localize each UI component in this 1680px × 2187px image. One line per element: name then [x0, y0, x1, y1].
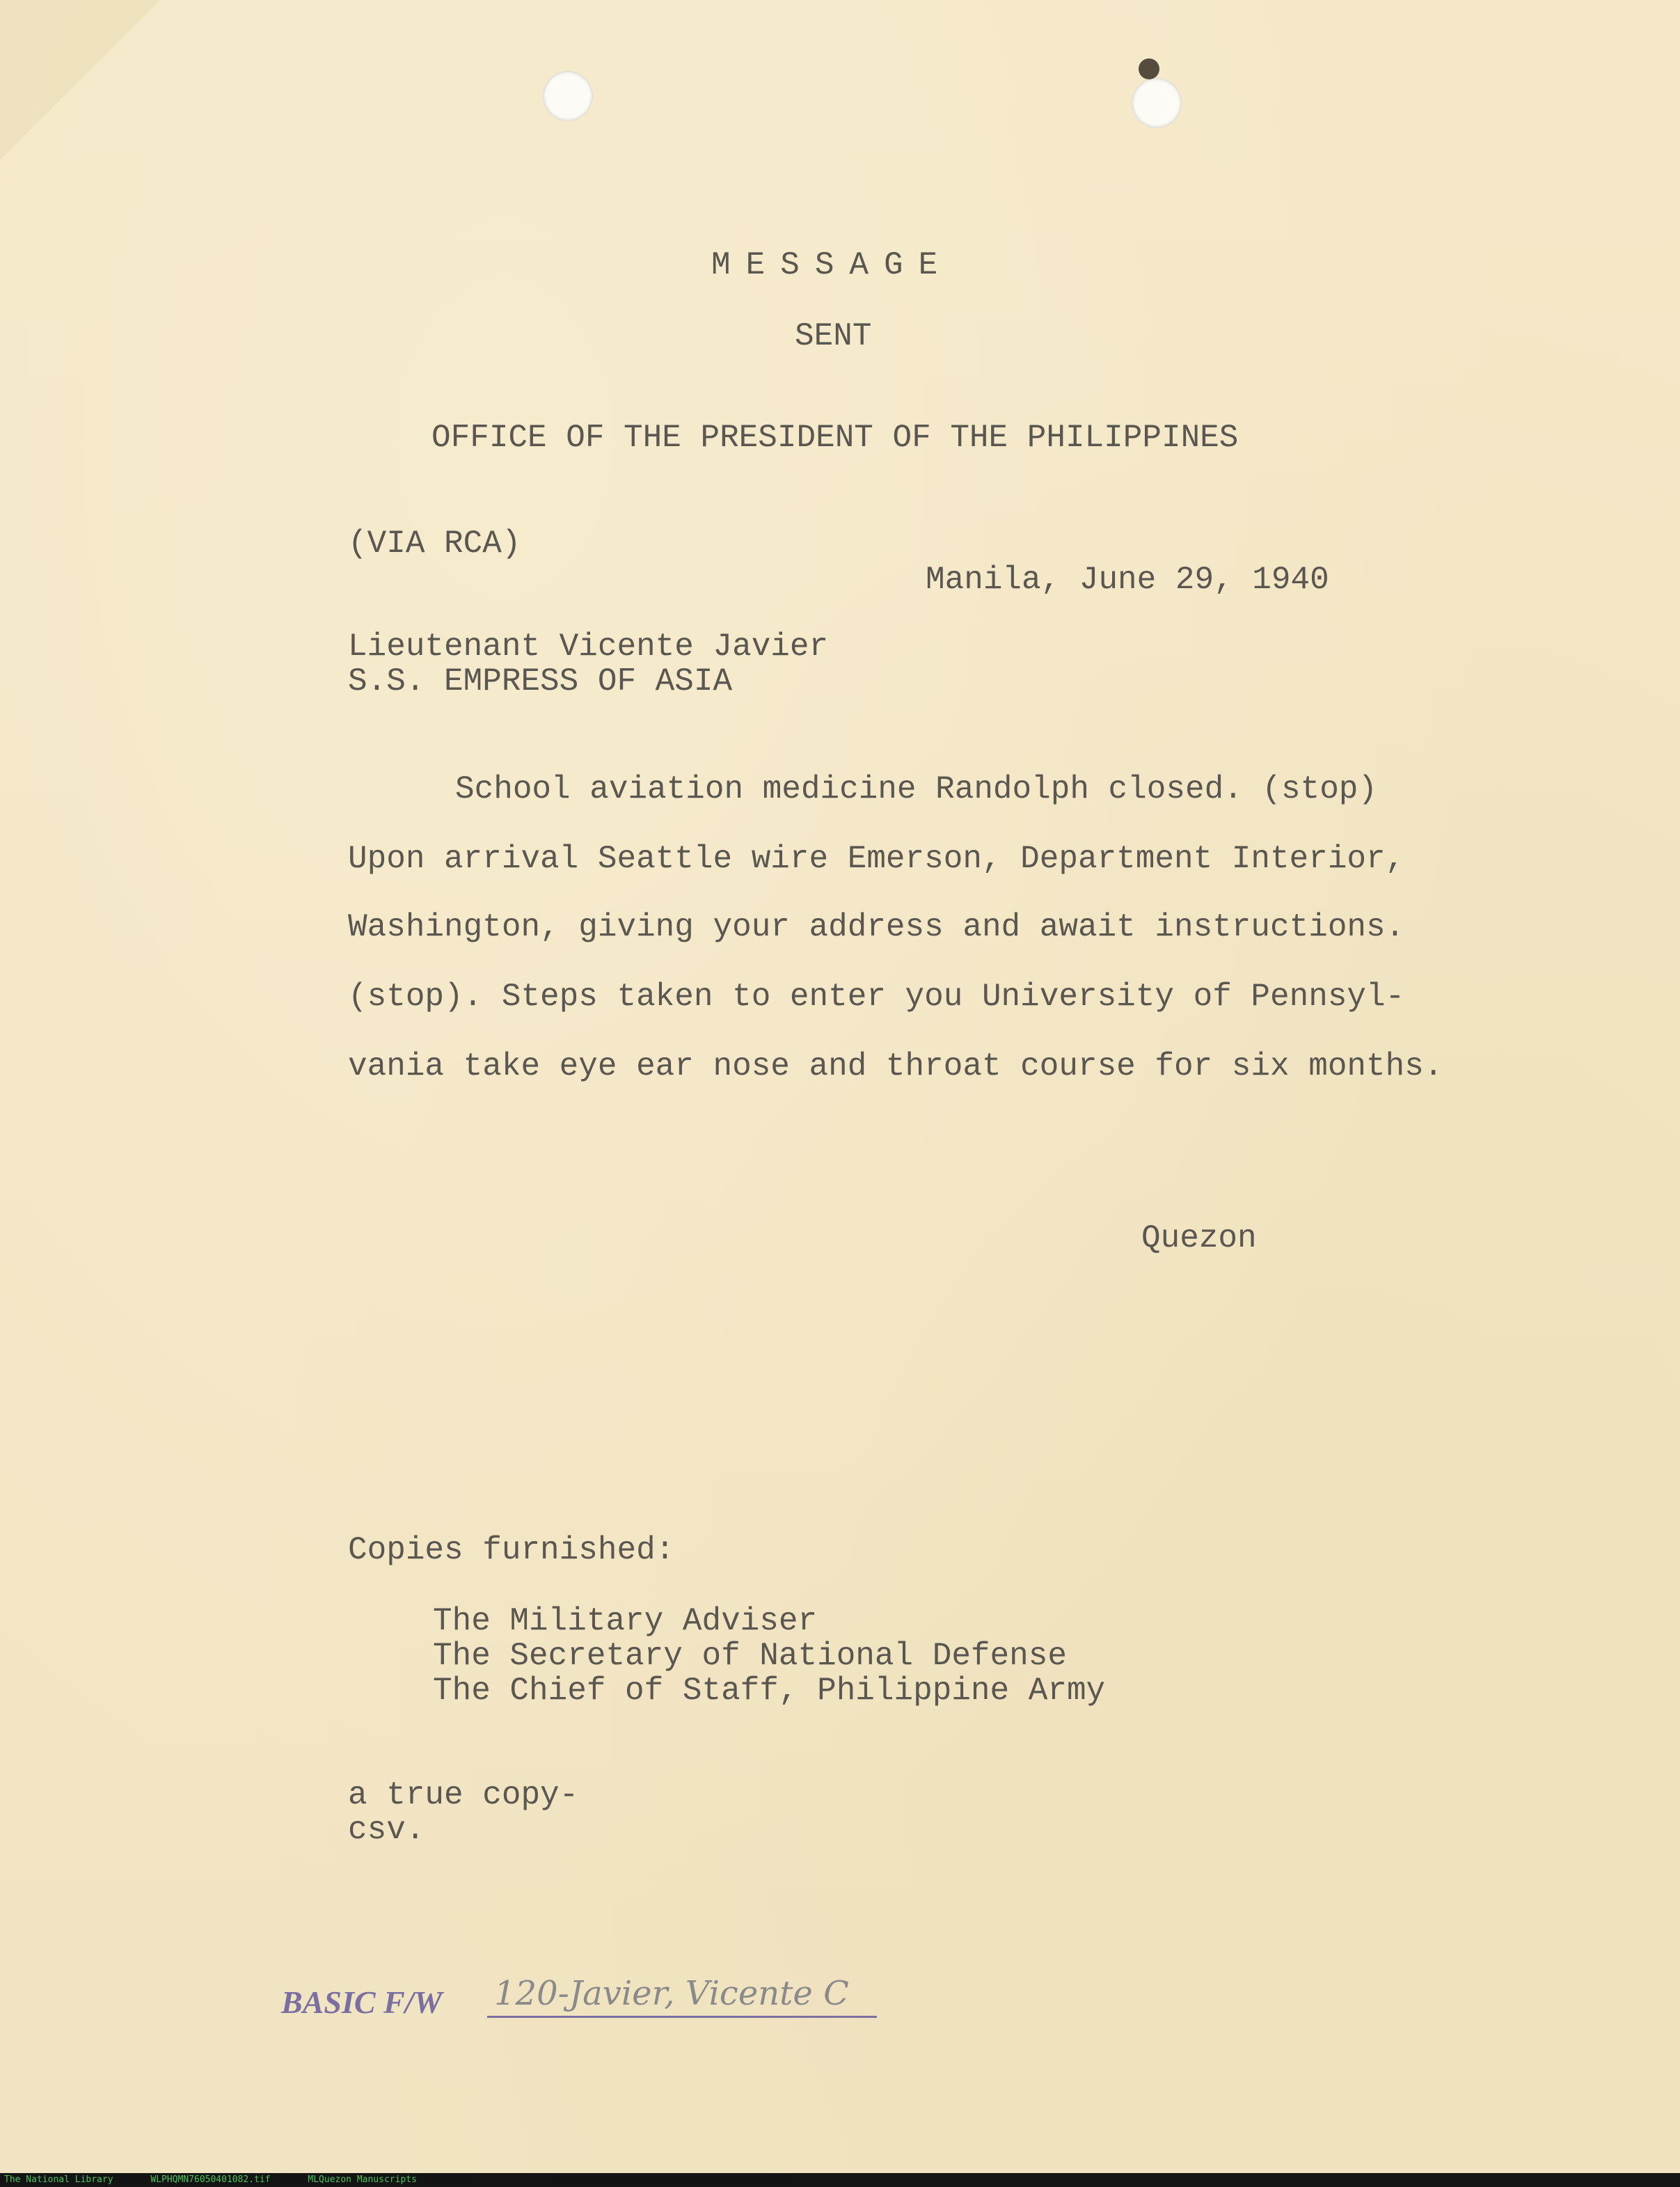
footer-file: WLPHQMN76050401082.tif [150, 2174, 271, 2185]
body-line: School aviation medicine Randolph closed. (stop) [455, 771, 1378, 807]
punch-hole-right [1132, 78, 1182, 128]
footer-collection: MLQuezon Manuscripts [308, 2174, 417, 2185]
filing-underline [487, 2016, 877, 2018]
true-copy-line: a true copy- [348, 1777, 579, 1813]
signature: Quezon [1141, 1220, 1257, 1256]
body-line: Upon arrival Seattle wire Emerson, Department Interior, [348, 841, 1405, 877]
body-line: vania take eye ear nose and throat course for six months. [348, 1048, 1443, 1084]
copy-recipient: The Military Adviser [433, 1603, 818, 1639]
date-line: Manila, June 29, 1940 [926, 562, 1329, 598]
filing-stamp: BASIC F/W [281, 1984, 443, 2020]
filing-handwritten: 120-Javier, Vicente C [494, 1974, 849, 2013]
rust-stain [1139, 58, 1159, 79]
footer-library: The National Library [4, 2174, 113, 2185]
header-message: MESSAGE [711, 247, 953, 283]
copy-recipient: The Secretary of National Defense [433, 1638, 1067, 1674]
copies-heading: Copies furnished: [348, 1532, 675, 1568]
recipient-name: Lieutenant Vicente Javier [348, 629, 829, 665]
body-line: (stop). Steps taken to enter you University of Pennsyl- [348, 979, 1405, 1015]
header-office: OFFICE OF THE PRESIDENT OF THE PHILIPPINES [431, 420, 1239, 456]
punch-hole-left [543, 71, 593, 121]
folded-corner [0, 0, 160, 160]
body-line: Washington, giving your address and await instructions. [348, 909, 1405, 945]
copy-recipient: The Chief of Staff, Philippine Army [433, 1673, 1106, 1709]
scan-footer [0, 2173, 1680, 2187]
via-line: (VIA RCA) [348, 526, 521, 562]
initials-line: csv. [348, 1812, 425, 1848]
recipient-ship: S.S. EMPRESS OF ASIA [348, 663, 733, 700]
header-sent: SENT [795, 318, 872, 354]
